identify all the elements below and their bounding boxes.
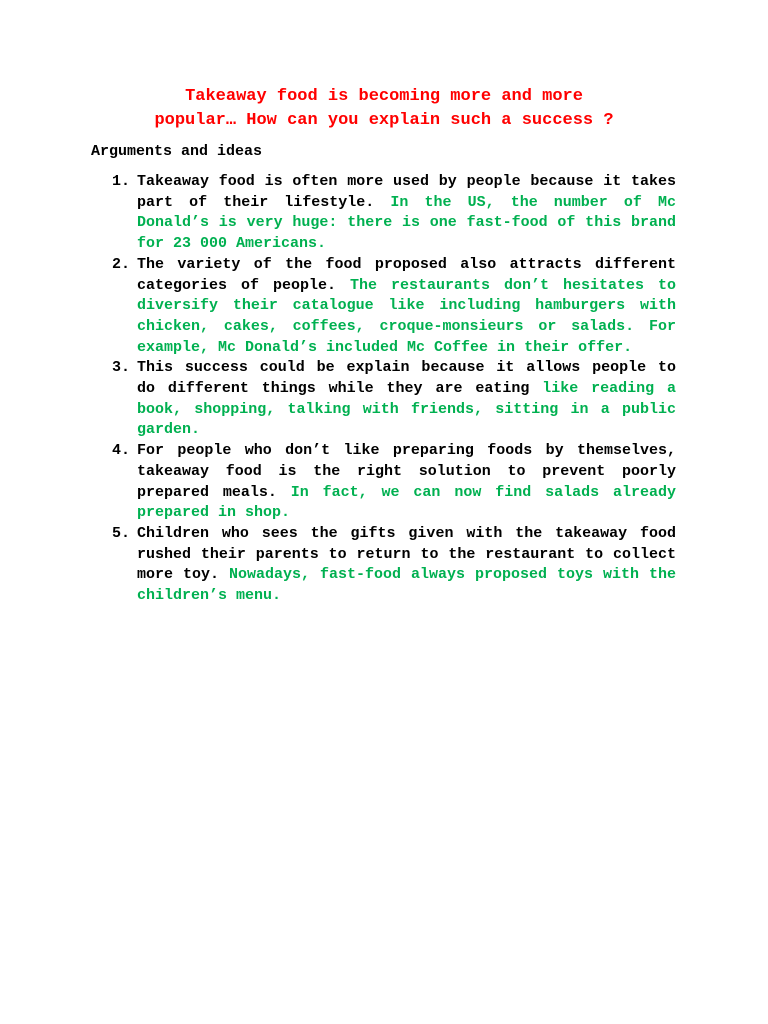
item-argument: The variety of the food proposed also attracts different categories of people. — [137, 255, 676, 294]
item-number: 4. — [112, 442, 131, 460]
item-number: 5. — [112, 524, 131, 542]
item-argument: This success could be explain because it allows people to do different things while they are eating — [137, 359, 676, 398]
section-subtitle: Arguments and ideas — [91, 143, 263, 160]
item-example: In fact, we can now find salads already prepared in shop. — [137, 483, 676, 522]
list-item — [90, 441, 676, 524]
item-argument: Takeaway food is often more used by people because it takes part of their lifestyle. — [137, 173, 676, 211]
item-example: The restaurants don’t hesitates to diversify their catalogue like including hamburgers with chicken, cakes, coffees, croque-monsieurs or salads. For example, Mc Donald’s included Mc Coffee in their offer. — [137, 276, 676, 356]
item-example: Nowadays, fast-food always proposed toys with the children’s menu. — [137, 566, 677, 605]
arguments-list — [90, 172, 676, 607]
list-item — [90, 358, 676, 441]
item-number: 2. — [112, 255, 131, 273]
item-argument: For people who don’t like preparing foods by themselves, takeaway food is the right solution to prevent poorly prepared meals. — [137, 442, 676, 501]
item-example: like reading a book, shopping, talking with friends, sitting in a public garden. — [137, 380, 676, 439]
document-title — [90, 85, 678, 133]
item-number: 1. — [112, 173, 131, 190]
list-item — [90, 255, 676, 359]
title-line-2: popular… How can you explain such a success ? — [154, 111, 614, 130]
list-item — [90, 172, 676, 255]
list-item — [90, 524, 676, 607]
title-line-1: Takeaway food is becoming more and more — [185, 87, 583, 106]
item-number: 3. — [112, 359, 131, 377]
item-example: In the US, the number of Mc Donald’s is very huge: there is one fast-food of this brand for 23 000 Americans. — [137, 193, 676, 253]
item-argument: Children who sees the gifts given with the takeaway food rushed their parents to return to the restaurant to collect more toy. — [137, 524, 676, 584]
